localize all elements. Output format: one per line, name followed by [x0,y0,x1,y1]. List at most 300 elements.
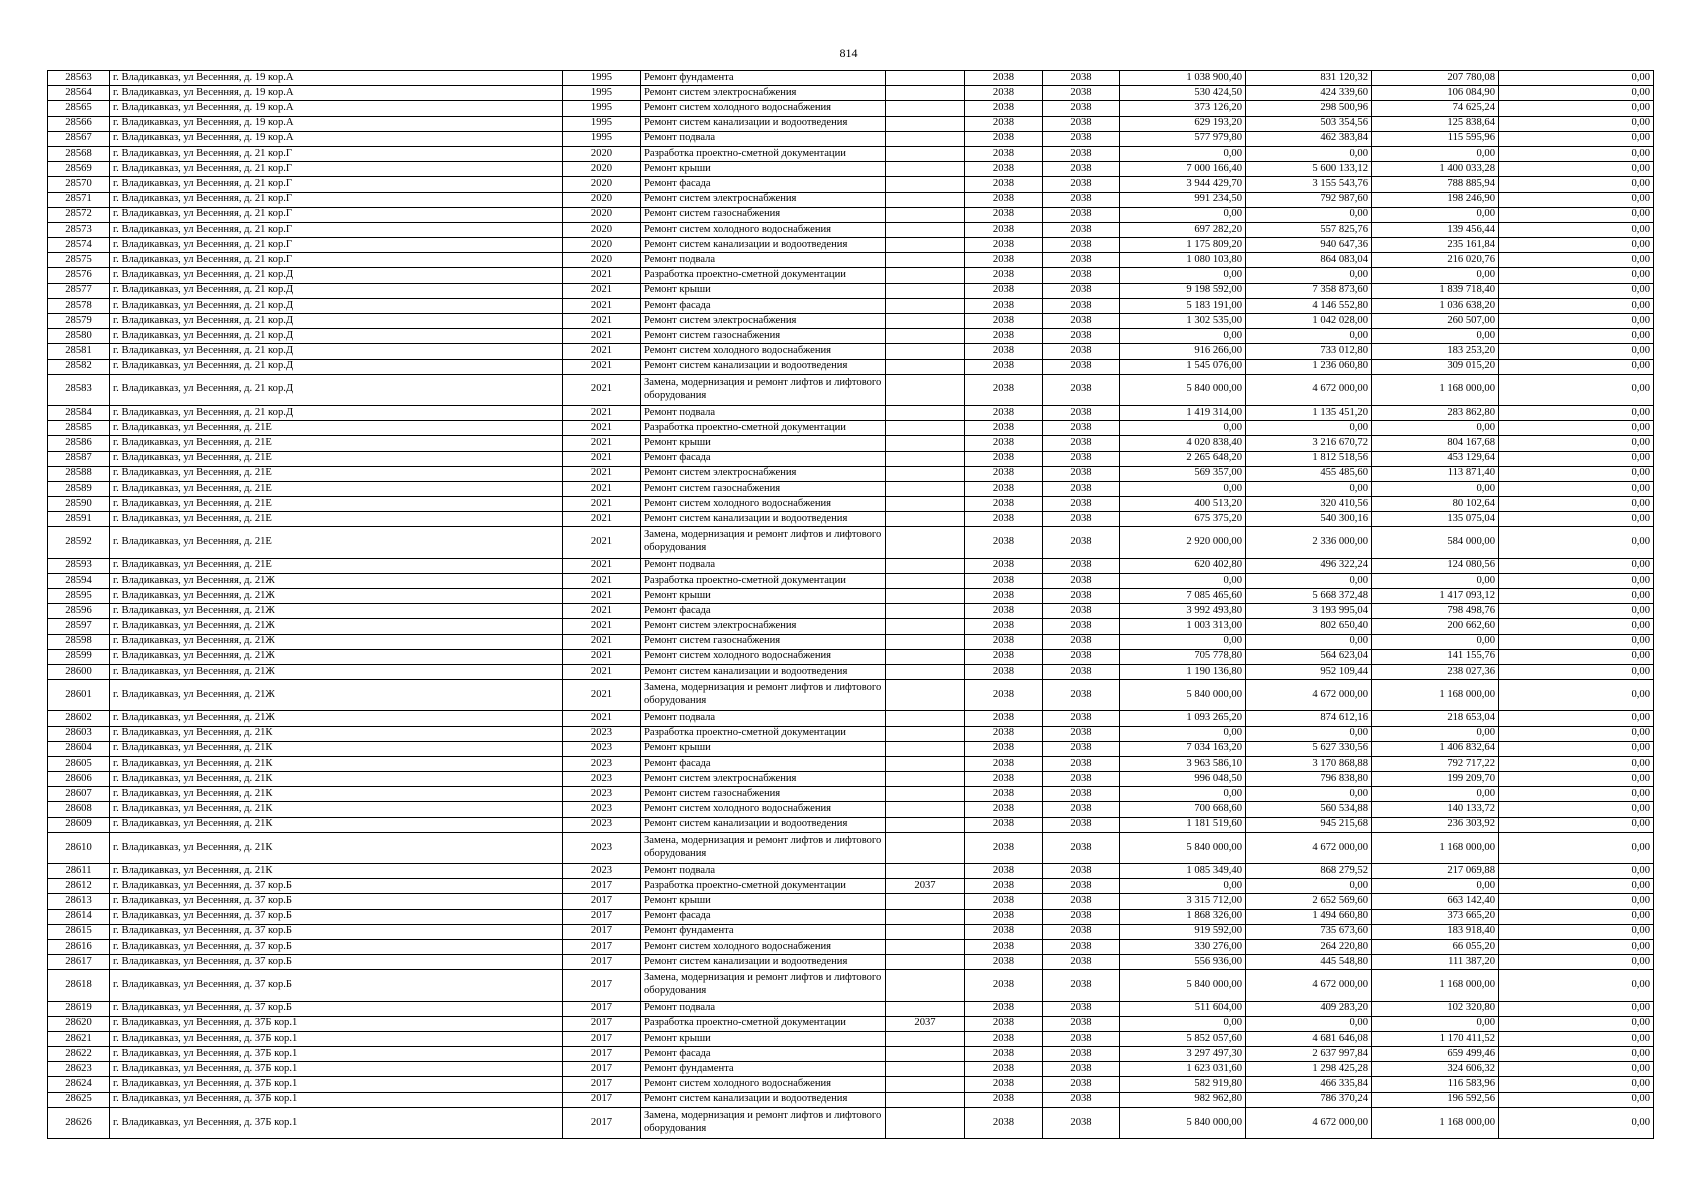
work-type-cell: Ремонт фасада [641,604,886,619]
address-cell: г. Владикавказ, ул Весенняя, д. 21К [110,726,563,741]
extra-year-cell [886,1047,965,1062]
owner-cost-cell: 1 168 000,00 [1372,832,1499,863]
work-type-cell: Разработка проектно-сметной документации [641,1016,886,1031]
build-year-cell: 2021 [563,527,641,558]
work-type-cell: Ремонт систем холодного водоснабжения [641,497,886,512]
row-number-cell: 28595 [48,589,110,604]
build-year-cell: 1995 [563,131,641,146]
extra-year-cell [886,146,965,161]
plan-year-end-cell: 2038 [1043,619,1120,634]
extra-year-cell [886,1062,965,1077]
table-row [48,162,1654,177]
page-number: 814 [839,46,858,60]
plan-year-start-cell: 2038 [965,832,1043,863]
fund-cost-cell: 4 672 000,00 [1246,832,1372,863]
plan-year-end-cell: 2038 [1043,451,1120,466]
address-cell: г. Владикавказ, ул Весенняя, д. 37 кор.Б [110,894,563,909]
plan-year-start-cell: 2038 [965,329,1043,344]
other-cost-cell: 0,00 [1499,207,1654,222]
table-row [48,680,1654,711]
total-cost-cell: 7 000 166,40 [1120,162,1246,177]
total-cost-cell: 511 604,00 [1120,1001,1246,1016]
other-cost-cell: 0,00 [1499,558,1654,573]
address-cell: г. Владикавказ, ул Весенняя, д. 37 кор.Б [110,1001,563,1016]
address-cell: г. Владикавказ, ул Весенняя, д. 19 кор.А [110,86,563,101]
row-number-cell: 28565 [48,101,110,116]
build-year-cell: 2020 [563,177,641,192]
total-cost-cell: 7 085 465,60 [1120,589,1246,604]
owner-cost-cell: 235 161,84 [1372,238,1499,253]
row-number-cell: 28576 [48,268,110,283]
work-type-cell: Ремонт фасада [641,451,886,466]
table-row [48,924,1654,939]
plan-year-end-cell: 2038 [1043,558,1120,573]
extra-year-cell [886,116,965,131]
plan-year-start-cell: 2038 [965,756,1043,771]
work-type-cell: Ремонт систем канализации и водоотведения [641,238,886,253]
row-number-cell: 28589 [48,481,110,496]
build-year-cell: 2021 [563,573,641,588]
fund-cost-cell: 4 681 646,08 [1246,1031,1372,1046]
row-number-cell: 28577 [48,283,110,298]
table-row [48,711,1654,726]
plan-year-end-cell: 2038 [1043,664,1120,679]
other-cost-cell: 0,00 [1499,909,1654,924]
table-row [48,1031,1654,1046]
other-cost-cell: 0,00 [1499,359,1654,374]
owner-cost-cell: 453 129,64 [1372,451,1499,466]
plan-year-start-cell: 2038 [965,970,1043,1001]
total-cost-cell: 569 357,00 [1120,466,1246,481]
other-cost-cell: 0,00 [1499,436,1654,451]
row-number-cell: 28603 [48,726,110,741]
work-type-cell: Ремонт систем холодного водоснабжения [641,101,886,116]
build-year-cell: 2023 [563,787,641,802]
other-cost-cell: 0,00 [1499,726,1654,741]
plan-year-start-cell: 2038 [965,909,1043,924]
work-type-cell: Ремонт систем холодного водоснабжения [641,649,886,664]
address-cell: г. Владикавказ, ул Весенняя, д. 21К [110,756,563,771]
plan-year-end-cell: 2038 [1043,894,1120,909]
fund-cost-cell: 786 370,24 [1246,1092,1372,1107]
plan-year-start-cell: 2038 [965,619,1043,634]
other-cost-cell: 0,00 [1499,619,1654,634]
address-cell: г. Владикавказ, ул Весенняя, д. 21К [110,832,563,863]
total-cost-cell: 5 852 057,60 [1120,1031,1246,1046]
total-cost-cell: 5 840 000,00 [1120,374,1246,405]
fund-cost-cell: 952 109,44 [1246,664,1372,679]
address-cell: г. Владикавказ, ул Весенняя, д. 21К [110,741,563,756]
owner-cost-cell: 139 456,44 [1372,222,1499,237]
plan-year-end-cell: 2038 [1043,86,1120,101]
address-cell: г. Владикавказ, ул Весенняя, д. 21Е [110,466,563,481]
table-row [48,1016,1654,1031]
other-cost-cell: 0,00 [1499,162,1654,177]
table-row [48,466,1654,481]
work-type-cell: Ремонт систем канализации и водоотведения [641,955,886,970]
plan-year-end-cell: 2038 [1043,222,1120,237]
owner-cost-cell: 0,00 [1372,1016,1499,1031]
plan-year-start-cell: 2038 [965,298,1043,313]
other-cost-cell: 0,00 [1499,817,1654,832]
address-cell: г. Владикавказ, ул Весенняя, д. 21К [110,802,563,817]
build-year-cell: 2017 [563,879,641,894]
build-year-cell: 2021 [563,344,641,359]
row-number-cell: 28586 [48,436,110,451]
total-cost-cell: 919 592,00 [1120,924,1246,939]
total-cost-cell: 5 840 000,00 [1120,970,1246,1001]
row-number-cell: 28572 [48,207,110,222]
owner-cost-cell: 183 253,20 [1372,344,1499,359]
fund-cost-cell: 320 410,56 [1246,497,1372,512]
extra-year-cell [886,436,965,451]
address-cell: г. Владикавказ, ул Весенняя, д. 21Ж [110,604,563,619]
fund-cost-cell: 298 500,96 [1246,101,1372,116]
table-row [48,421,1654,436]
extra-year-cell [886,939,965,954]
total-cost-cell: 1 038 900,40 [1120,71,1246,86]
build-year-cell: 1995 [563,71,641,86]
row-number-cell: 28594 [48,573,110,588]
address-cell: г. Владикавказ, ул Весенняя, д. 21Е [110,421,563,436]
plan-year-start-cell: 2038 [965,314,1043,329]
total-cost-cell: 3 992 493,80 [1120,604,1246,619]
work-type-cell: Ремонт систем канализации и водоотведения [641,512,886,527]
other-cost-cell: 0,00 [1499,802,1654,817]
extra-year-cell [886,726,965,741]
plan-year-start-cell: 2038 [965,894,1043,909]
plan-year-start-cell: 2038 [965,802,1043,817]
plan-year-end-cell: 2038 [1043,512,1120,527]
total-cost-cell: 996 048,50 [1120,772,1246,787]
extra-year-cell [886,802,965,817]
work-type-cell: Ремонт крыши [641,436,886,451]
owner-cost-cell: 200 662,60 [1372,619,1499,634]
build-year-cell: 2017 [563,894,641,909]
row-number-cell: 28619 [48,1001,110,1016]
table-row [48,86,1654,101]
other-cost-cell: 0,00 [1499,1047,1654,1062]
plan-year-start-cell: 2038 [965,680,1043,711]
total-cost-cell: 982 962,80 [1120,1092,1246,1107]
plan-year-start-cell: 2038 [965,238,1043,253]
extra-year-cell [886,268,965,283]
table-row [48,146,1654,161]
total-cost-cell: 5 840 000,00 [1120,832,1246,863]
row-number-cell: 28625 [48,1092,110,1107]
plan-year-start-cell: 2038 [965,451,1043,466]
fund-cost-cell: 792 987,60 [1246,192,1372,207]
other-cost-cell: 0,00 [1499,741,1654,756]
table-row [48,939,1654,954]
total-cost-cell: 582 919,80 [1120,1077,1246,1092]
build-year-cell: 2023 [563,802,641,817]
extra-year-cell [886,527,965,558]
work-type-cell: Ремонт подвала [641,1001,886,1016]
work-type-cell: Ремонт систем канализации и водоотведения [641,817,886,832]
build-year-cell: 2020 [563,192,641,207]
extra-year-cell [886,619,965,634]
total-cost-cell: 5 840 000,00 [1120,1107,1246,1138]
table-row [48,573,1654,588]
fund-cost-cell: 868 279,52 [1246,864,1372,879]
row-number-cell: 28593 [48,558,110,573]
row-number-cell: 28574 [48,238,110,253]
address-cell: г. Владикавказ, ул Весенняя, д. 21 кор.Д [110,374,563,405]
table-row [48,909,1654,924]
plan-year-end-cell: 2038 [1043,71,1120,86]
address-cell: г. Владикавказ, ул Весенняя, д. 21 кор.Д [110,344,563,359]
row-number-cell: 28612 [48,879,110,894]
fund-cost-cell: 466 335,84 [1246,1077,1372,1092]
plan-year-end-cell: 2038 [1043,374,1120,405]
row-number-cell: 28624 [48,1077,110,1092]
plan-year-end-cell: 2038 [1043,146,1120,161]
row-number-cell: 28601 [48,680,110,711]
plan-year-end-cell: 2038 [1043,634,1120,649]
plan-year-start-cell: 2038 [965,481,1043,496]
work-type-cell: Замена, модернизация и ремонт лифтов и лифтового оборудования [641,970,886,1001]
plan-year-end-cell: 2038 [1043,527,1120,558]
other-cost-cell: 0,00 [1499,970,1654,1001]
plan-year-end-cell: 2038 [1043,711,1120,726]
plan-year-start-cell: 2038 [965,634,1043,649]
owner-cost-cell: 1 168 000,00 [1372,374,1499,405]
work-type-cell: Ремонт подвала [641,711,886,726]
plan-year-end-cell: 2038 [1043,192,1120,207]
table-body [48,71,1654,1139]
total-cost-cell: 1 085 349,40 [1120,864,1246,879]
build-year-cell: 2021 [563,604,641,619]
plan-year-start-cell: 2038 [965,192,1043,207]
address-cell: г. Владикавказ, ул Весенняя, д. 21 кор.Д [110,359,563,374]
work-type-cell: Ремонт подвала [641,405,886,420]
extra-year-cell [886,787,965,802]
total-cost-cell: 0,00 [1120,207,1246,222]
row-number-cell: 28621 [48,1031,110,1046]
work-type-cell: Разработка проектно-сметной документации [641,573,886,588]
table-row [48,634,1654,649]
build-year-cell: 2021 [563,649,641,664]
owner-cost-cell: 102 320,80 [1372,1001,1499,1016]
row-number-cell: 28563 [48,71,110,86]
extra-year-cell [886,314,965,329]
address-cell: г. Владикавказ, ул Весенняя, д. 37 кор.Б [110,970,563,1001]
row-number-cell: 28579 [48,314,110,329]
total-cost-cell: 705 778,80 [1120,649,1246,664]
plan-year-start-cell: 2038 [965,817,1043,832]
owner-cost-cell: 141 155,76 [1372,649,1499,664]
plan-year-start-cell: 2038 [965,589,1043,604]
build-year-cell: 2023 [563,741,641,756]
fund-cost-cell: 3 193 995,04 [1246,604,1372,619]
fund-cost-cell: 0,00 [1246,787,1372,802]
fund-cost-cell: 445 548,80 [1246,955,1372,970]
row-number-cell: 28590 [48,497,110,512]
fund-cost-cell: 4 672 000,00 [1246,970,1372,1001]
extra-year-cell: 2037 [886,1016,965,1031]
owner-cost-cell: 659 499,46 [1372,1047,1499,1062]
work-type-cell: Ремонт фасада [641,1047,886,1062]
total-cost-cell: 991 234,50 [1120,192,1246,207]
owner-cost-cell: 0,00 [1372,634,1499,649]
plan-year-end-cell: 2038 [1043,436,1120,451]
plan-year-end-cell: 2038 [1043,1092,1120,1107]
build-year-cell: 2021 [563,359,641,374]
owner-cost-cell: 324 606,32 [1372,1062,1499,1077]
plan-year-end-cell: 2038 [1043,268,1120,283]
other-cost-cell: 0,00 [1499,527,1654,558]
row-number-cell: 28580 [48,329,110,344]
row-number-cell: 28626 [48,1107,110,1138]
owner-cost-cell: 0,00 [1372,268,1499,283]
plan-year-end-cell: 2038 [1043,817,1120,832]
fund-cost-cell: 503 354,56 [1246,116,1372,131]
other-cost-cell: 0,00 [1499,864,1654,879]
owner-cost-cell: 309 015,20 [1372,359,1499,374]
extra-year-cell [886,101,965,116]
extra-year-cell [886,162,965,177]
row-number-cell: 28599 [48,649,110,664]
address-cell: г. Владикавказ, ул Весенняя, д. 21Ж [110,573,563,588]
other-cost-cell: 0,00 [1499,451,1654,466]
extra-year-cell [886,772,965,787]
work-type-cell: Ремонт систем электроснабжения [641,314,886,329]
address-cell: г. Владикавказ, ул Весенняя, д. 21 кор.Д [110,298,563,313]
owner-cost-cell: 217 069,88 [1372,864,1499,879]
extra-year-cell [886,86,965,101]
fund-cost-cell: 5 668 372,48 [1246,589,1372,604]
build-year-cell: 2023 [563,772,641,787]
other-cost-cell: 0,00 [1499,680,1654,711]
owner-cost-cell: 1 400 033,28 [1372,162,1499,177]
plan-year-start-cell: 2038 [965,359,1043,374]
extra-year-cell [886,711,965,726]
extra-year-cell [886,359,965,374]
plan-year-start-cell: 2038 [965,268,1043,283]
owner-cost-cell: 0,00 [1372,573,1499,588]
extra-year-cell [886,817,965,832]
fund-cost-cell: 831 120,32 [1246,71,1372,86]
table-row [48,131,1654,146]
plan-year-start-cell: 2038 [965,162,1043,177]
owner-cost-cell: 804 167,68 [1372,436,1499,451]
total-cost-cell: 5 840 000,00 [1120,680,1246,711]
work-type-cell: Ремонт крыши [641,162,886,177]
plan-year-end-cell: 2038 [1043,131,1120,146]
row-number-cell: 28617 [48,955,110,970]
plan-year-start-cell: 2038 [965,527,1043,558]
plan-year-start-cell: 2038 [965,741,1043,756]
extra-year-cell [886,664,965,679]
table-row [48,832,1654,863]
plan-year-start-cell: 2038 [965,131,1043,146]
work-type-cell: Ремонт систем газоснабжения [641,207,886,222]
row-number-cell: 28583 [48,374,110,405]
row-number-cell: 28571 [48,192,110,207]
row-number-cell: 28585 [48,421,110,436]
plan-year-start-cell: 2038 [965,955,1043,970]
fund-cost-cell: 564 623,04 [1246,649,1372,664]
plan-year-start-cell: 2038 [965,405,1043,420]
plan-year-start-cell: 2038 [965,604,1043,619]
plan-year-end-cell: 2038 [1043,802,1120,817]
extra-year-cell [886,741,965,756]
table-row [48,436,1654,451]
other-cost-cell: 0,00 [1499,756,1654,771]
work-type-cell: Ремонт систем канализации и водоотведения [641,116,886,131]
plan-year-start-cell: 2038 [965,1077,1043,1092]
extra-year-cell [886,298,965,313]
total-cost-cell: 5 183 191,00 [1120,298,1246,313]
total-cost-cell: 0,00 [1120,1016,1246,1031]
build-year-cell: 2021 [563,589,641,604]
row-number-cell: 28614 [48,909,110,924]
owner-cost-cell: 135 075,04 [1372,512,1499,527]
plan-year-start-cell: 2038 [965,177,1043,192]
row-number-cell: 28581 [48,344,110,359]
row-number-cell: 28597 [48,619,110,634]
work-type-cell: Ремонт систем холодного водоснабжения [641,802,886,817]
build-year-cell: 2021 [563,298,641,313]
table-row [48,1047,1654,1062]
other-cost-cell: 0,00 [1499,649,1654,664]
other-cost-cell: 0,00 [1499,405,1654,420]
repair-schedule-table [47,70,1654,1139]
other-cost-cell: 0,00 [1499,86,1654,101]
owner-cost-cell: 198 246,90 [1372,192,1499,207]
row-number-cell: 28606 [48,772,110,787]
table-row [48,329,1654,344]
total-cost-cell: 629 193,20 [1120,116,1246,131]
other-cost-cell: 0,00 [1499,131,1654,146]
extra-year-cell [886,955,965,970]
build-year-cell: 2023 [563,756,641,771]
extra-year-cell [886,497,965,512]
build-year-cell: 1995 [563,101,641,116]
build-year-cell: 2023 [563,817,641,832]
extra-year-cell [886,924,965,939]
work-type-cell: Ремонт систем электроснабжения [641,86,886,101]
address-cell: г. Владикавказ, ул Весенняя, д. 21 кор.Г [110,192,563,207]
plan-year-end-cell: 2038 [1043,741,1120,756]
fund-cost-cell: 409 283,20 [1246,1001,1372,1016]
table-row [48,192,1654,207]
build-year-cell: 2021 [563,283,641,298]
work-type-cell: Ремонт систем холодного водоснабжения [641,939,886,954]
plan-year-end-cell: 2038 [1043,481,1120,496]
build-year-cell: 2017 [563,970,641,1001]
build-year-cell: 2021 [563,481,641,496]
other-cost-cell: 0,00 [1499,894,1654,909]
owner-cost-cell: 236 303,92 [1372,817,1499,832]
extra-year-cell [886,970,965,1001]
work-type-cell: Ремонт подвала [641,131,886,146]
address-cell: г. Владикавказ, ул Весенняя, д. 21 кор.Г [110,177,563,192]
total-cost-cell: 3 297 497,30 [1120,1047,1246,1062]
work-type-cell: Ремонт систем электроснабжения [641,619,886,634]
other-cost-cell: 0,00 [1499,374,1654,405]
work-type-cell: Ремонт систем электроснабжения [641,466,886,481]
extra-year-cell [886,481,965,496]
fund-cost-cell: 0,00 [1246,726,1372,741]
plan-year-end-cell: 2038 [1043,1107,1120,1138]
plan-year-end-cell: 2038 [1043,466,1120,481]
address-cell: г. Владикавказ, ул Весенняя, д. 21К [110,817,563,832]
row-number-cell: 28607 [48,787,110,802]
plan-year-start-cell: 2038 [965,864,1043,879]
table-row [48,955,1654,970]
